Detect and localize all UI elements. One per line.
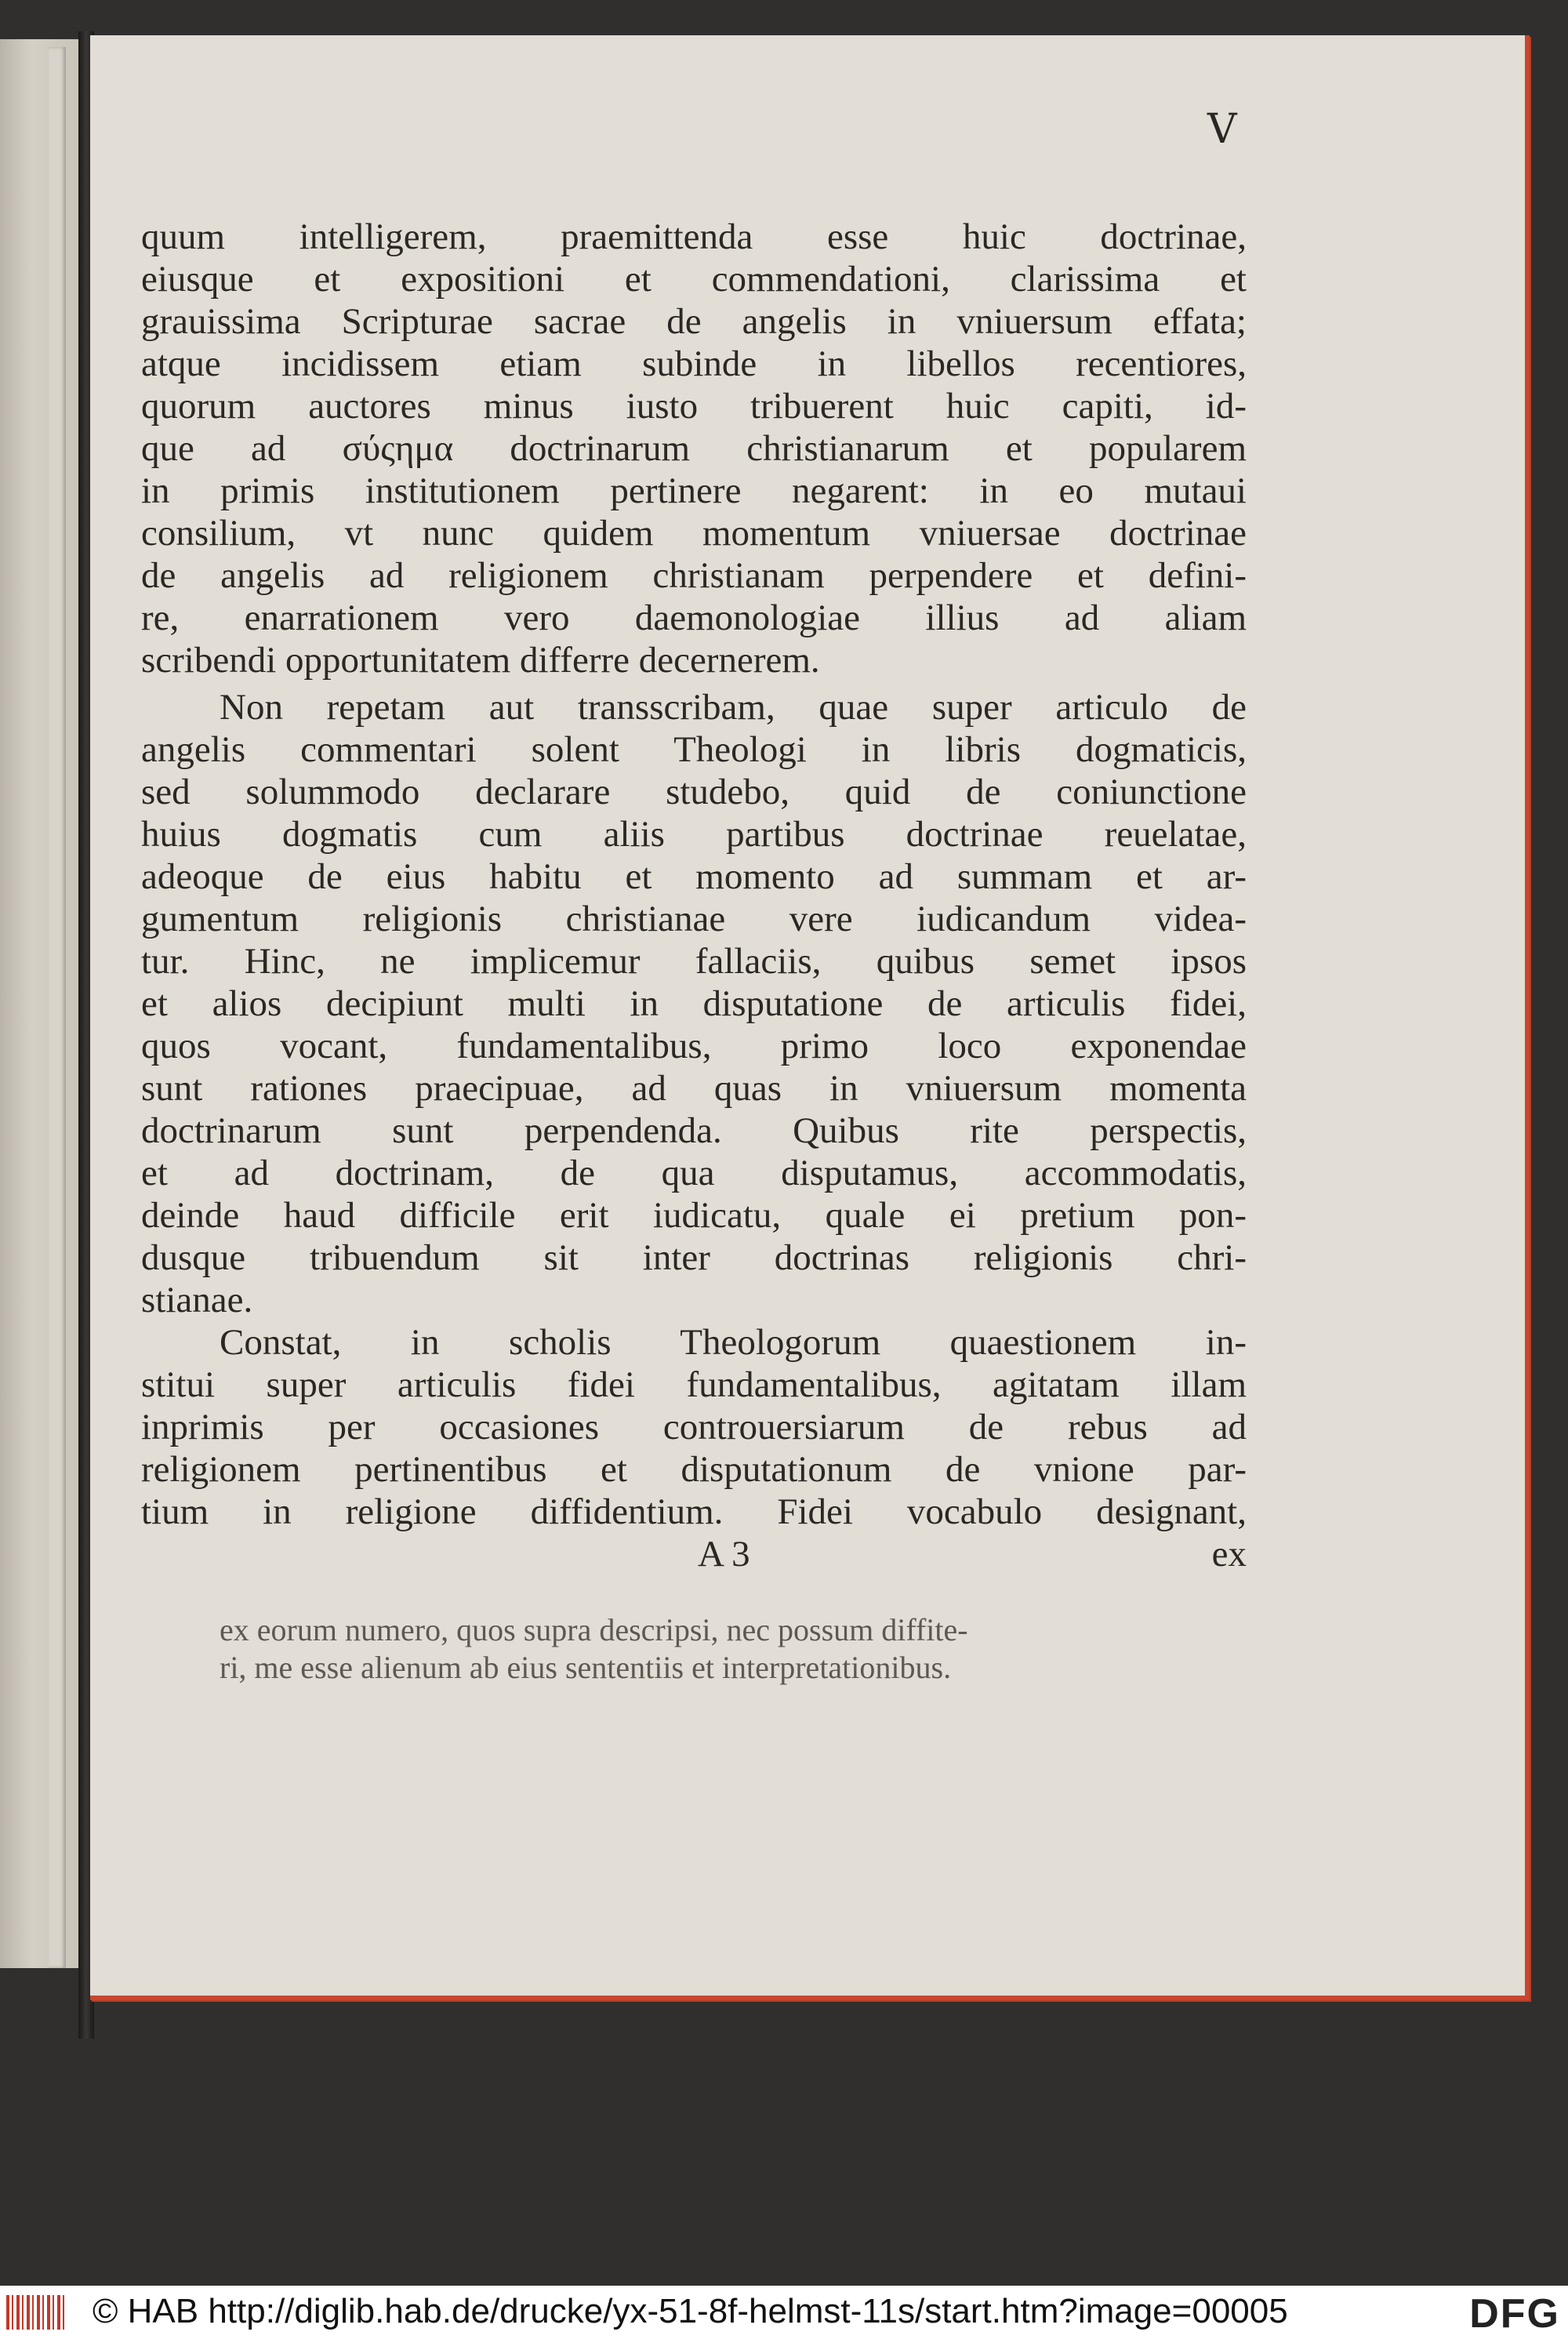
text-line: eiusque et expositioni et commendationi, clarissima et xyxy=(141,259,1247,300)
text-line: inprimis per occasiones controuersiarum de rebus ad xyxy=(141,1407,1247,1447)
text-line: stianae. xyxy=(141,1280,253,1320)
text-line: Constat, in scholis Theologorum quaestionem in- xyxy=(220,1322,1247,1363)
text-line: dusque tribuendum sit inter doctrinas religionis chri- xyxy=(141,1237,1247,1278)
facing-page xyxy=(0,39,78,1968)
text-line: quorum auctores minus iusto tribuerent huic capiti, id- xyxy=(141,386,1247,427)
text-line: angelis commentari solent Theologi in libris dogmaticis, xyxy=(141,729,1247,770)
text-line: tur. Hinc, ne implicemur fallaciis, quibus semet ipsos xyxy=(141,941,1247,982)
text-line: deinde haud difficile erit iudicatu, quale ei pretium pon- xyxy=(141,1195,1247,1236)
text-line: in primis institutionem pertinere negarent: in eo mutaui xyxy=(141,470,1247,511)
show-through-text xyxy=(220,1611,1239,1687)
text-line: Non repetam aut transscribam, quae super articulo de xyxy=(220,687,1247,728)
source-url[interactable]: © HAB http://diglib.hab.de/drucke/yx-51-8f-helmst-11s/start.htm?image=00005 xyxy=(93,2292,1288,2330)
page-number: V xyxy=(1207,106,1237,153)
footer-bar xyxy=(0,2286,1568,2339)
show-through-line: ex eorum numero, quos supra descripsi, nec possum diffite- xyxy=(220,1612,968,1647)
text-line: quum intelligerem, praemittenda esse huic doctrinae, xyxy=(141,216,1247,257)
text-line: adeoque de eius habitu et momento ad summam et ar- xyxy=(141,856,1247,897)
text-line: que ad σύςημα doctrinarum christianarum et popularem xyxy=(141,428,1247,469)
text-line: tium in religione diffidentium. Fidei vocabulo designant, xyxy=(141,1491,1247,1532)
text-line: gumentum religionis christianae vere iudicandum videa- xyxy=(141,899,1247,939)
text-line: religionem pertinentibus et disputationum de vnione par- xyxy=(141,1449,1247,1490)
text-line: et alios decipiunt multi in disputatione de articulis fidei, xyxy=(141,983,1247,1024)
text-line: grauissima Scripturae sacrae de angelis in vniuersum effata; xyxy=(141,301,1247,342)
text-line: et ad doctrinam, de qua disputamus, accommodatis, xyxy=(141,1153,1247,1193)
dfg-logo: DFG xyxy=(1469,2291,1560,2337)
signature-mark: A 3 xyxy=(698,1534,750,1574)
facing-page-edge xyxy=(49,47,66,1968)
barcode-icon xyxy=(6,2295,64,2330)
text-line: quos vocant, fundamentalibus, primo loco exponendae xyxy=(141,1026,1247,1066)
catchword: ex xyxy=(1211,1534,1247,1574)
show-through-line: ri, me esse alienum ab eius sententiis et interpretationibus. xyxy=(220,1650,952,1685)
text-line: stitui super articulis fidei fundamentalibus, agitatam illam xyxy=(141,1364,1247,1405)
text-line: atque incidissem etiam subinde in libellos recentiores, xyxy=(141,343,1247,384)
text-line: doctrinarum sunt perpendenda. Quibus rite perspectis, xyxy=(141,1110,1247,1151)
text-line: sed solummodo declarare studebo, quid de coniunctione xyxy=(141,772,1247,812)
text-line: re, enarrationem vero daemonologiae illius ad aliam xyxy=(141,597,1247,638)
body-text xyxy=(141,216,1247,1533)
text-line: consilium, vt nunc quidem momentum vniuersae doctrinae xyxy=(141,513,1247,554)
text-line: de angelis ad religionem christianam perpendere et defini- xyxy=(141,555,1247,596)
text-line: scribendi opportunitatem differre decernerem. xyxy=(141,640,820,681)
text-line: huius dogmatis cum aliis partibus doctrinae reuelatae, xyxy=(141,814,1247,855)
text-line: sunt rationes praecipuae, ad quas in vniuersum momenta xyxy=(141,1068,1247,1109)
